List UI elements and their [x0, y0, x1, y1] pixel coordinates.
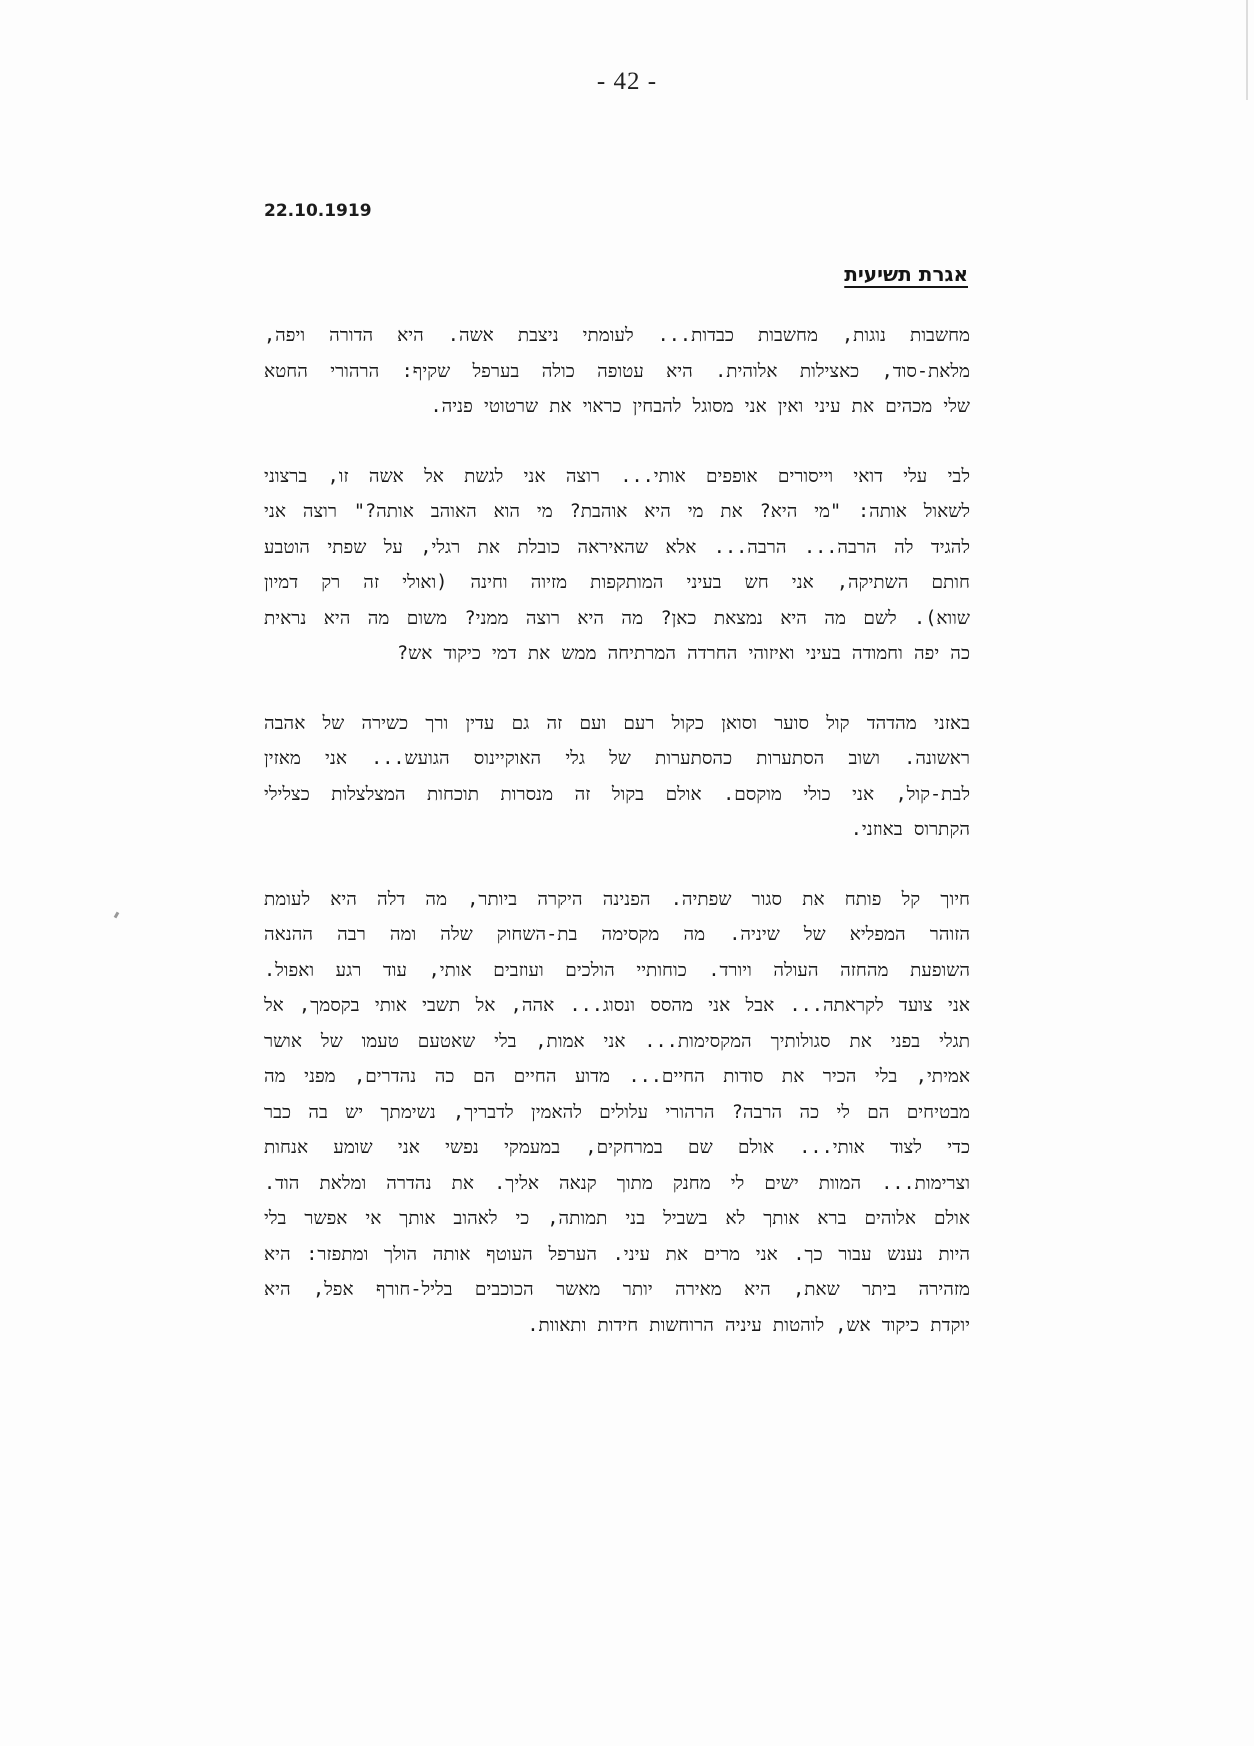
- text-line: מבטיחים הם לי כה הרבה? הרהורי עלולים להאמין לדבריך, נשימתך יש בה כבר: [264, 1101, 970, 1123]
- text-line: מזהירה ביתר שאת, היא מאירה יותר מאשר הכוכבים בליל-חורף אפל, היא: [264, 1279, 970, 1300]
- text-line: לשאול אותה: "מי היא? את מי היא אוהבת? מי הוא האוהב אותה?" רוצה אני: [264, 501, 970, 522]
- text-line: לבי עלי דואי וייסורים אופפים אותי... רוצה אני לגשת אל אשה זו, ברצוני: [264, 465, 970, 487]
- page-number: - 42 -: [596, 68, 658, 95]
- letter-title: אגרת תשיעית: [844, 262, 968, 286]
- text-line: ראשונה. ושוב הסתערות כהסתערות של גלי האוקיינוס הגועש... אני מאזין: [264, 748, 970, 769]
- text-line: יוקדת כיקוד אש, לוהטות עיניה הרוחשות חידות ותאוות.: [527, 1314, 970, 1336]
- text-line: לבת-קול, אני כולי מוקסם. אולם בקול זה מנסרות תוכחות המצלצלות כצלילי: [264, 783, 970, 805]
- text-line: מלאת-סוד, כאצילות אלוהית. היא עטופה כולה בערפל שקיף: הרהורי החטא: [264, 360, 970, 382]
- text-line: שווא). לשם מה היא נמצאת כאן? מה היא רוצה ממני? משום מה היא נראית: [264, 607, 970, 629]
- paragraph-1: [264, 318, 970, 425]
- text-line: חותם השתיקה, אני חש בעיני המותקפות מזיוה וחינה (ואולי זה רק דמיון: [264, 572, 970, 593]
- text-line: היות נענש עבור כך. אני מרים את עיני. הערפל העוטף אותה הולך ומתפזר: היא: [264, 1243, 970, 1265]
- text-line: השופעת מהחזה העולה ויורד. כוחותיי הולכים ועוזבים אותי, עוד רגע ואפול.: [264, 959, 970, 981]
- letter-date: 22.10.1919: [264, 201, 372, 221]
- text-line: שלי מכהים את עיני ואין אני מסוגל להבחין כראוי את שרטוטי פניה.: [430, 396, 970, 417]
- text-line: באזני מהדהד קול סוער וסואן כקול רעם ועם זה גם עדין ורך כשירה של אהבה: [264, 712, 970, 734]
- text-line: אני צועד לקראתה... אבל אני מהסס ונסוג... אהה, אל תשבי אותי בקסמך, אל: [264, 995, 970, 1016]
- text-line: אולם אלוהים ברא אותך לא בשביל בני תמותה, כי לאהוב אותך אי אפשר בלי: [264, 1208, 970, 1229]
- text-line: וצרימות... המוות ישים לי מחנק מתוך קנאה אליך. את נהדרה ומלאת הוד.: [264, 1172, 970, 1194]
- letter-body: [264, 318, 970, 1377]
- text-line: כדי לצוד אותי... אולם שם במרחקים, במעמקי נפשי אני שומע אנחות: [264, 1137, 970, 1158]
- text-line: תגלי בפני את סגולותיך המקסימות... אני אמות, בלי שאטעם טעמו של אושר: [264, 1030, 970, 1052]
- text-line: אמיתי, בלי הכיר את סודות החיים... מדוע החיים הם כה נהדרים, מפני מה: [264, 1066, 970, 1087]
- text-line: כה יפה וחמודה בעיני ואיזוהי החרדה המרתיחה ממש את דמי כיקוד אש?: [396, 643, 970, 664]
- text-line: הקתרוס באוזני.: [850, 819, 970, 840]
- text-line: מחשבות נוגות, מחשבות כבדות... לעומתי ניצבת אשה. היא הדורה ויפה,: [264, 325, 970, 346]
- scan-speck: [114, 912, 120, 919]
- paragraph-4: [264, 882, 970, 1344]
- paragraph-2: [264, 459, 970, 672]
- text-line: חיוך קל פותח את סגור שפתיה. הפנינה היקרה ביותר, מה דלה היא לעומת: [264, 888, 970, 910]
- text-line: הזוהר המפליא של שיניה. מה מקסימה בת-השחוק שלה ומה רבה ההנאה: [264, 924, 970, 945]
- paragraph-3: [264, 706, 970, 848]
- text-line: להגיד לה הרבה... הרבה... אלא שהאיראה כובלת את רגלי, על שפתי הוטבע: [264, 536, 970, 558]
